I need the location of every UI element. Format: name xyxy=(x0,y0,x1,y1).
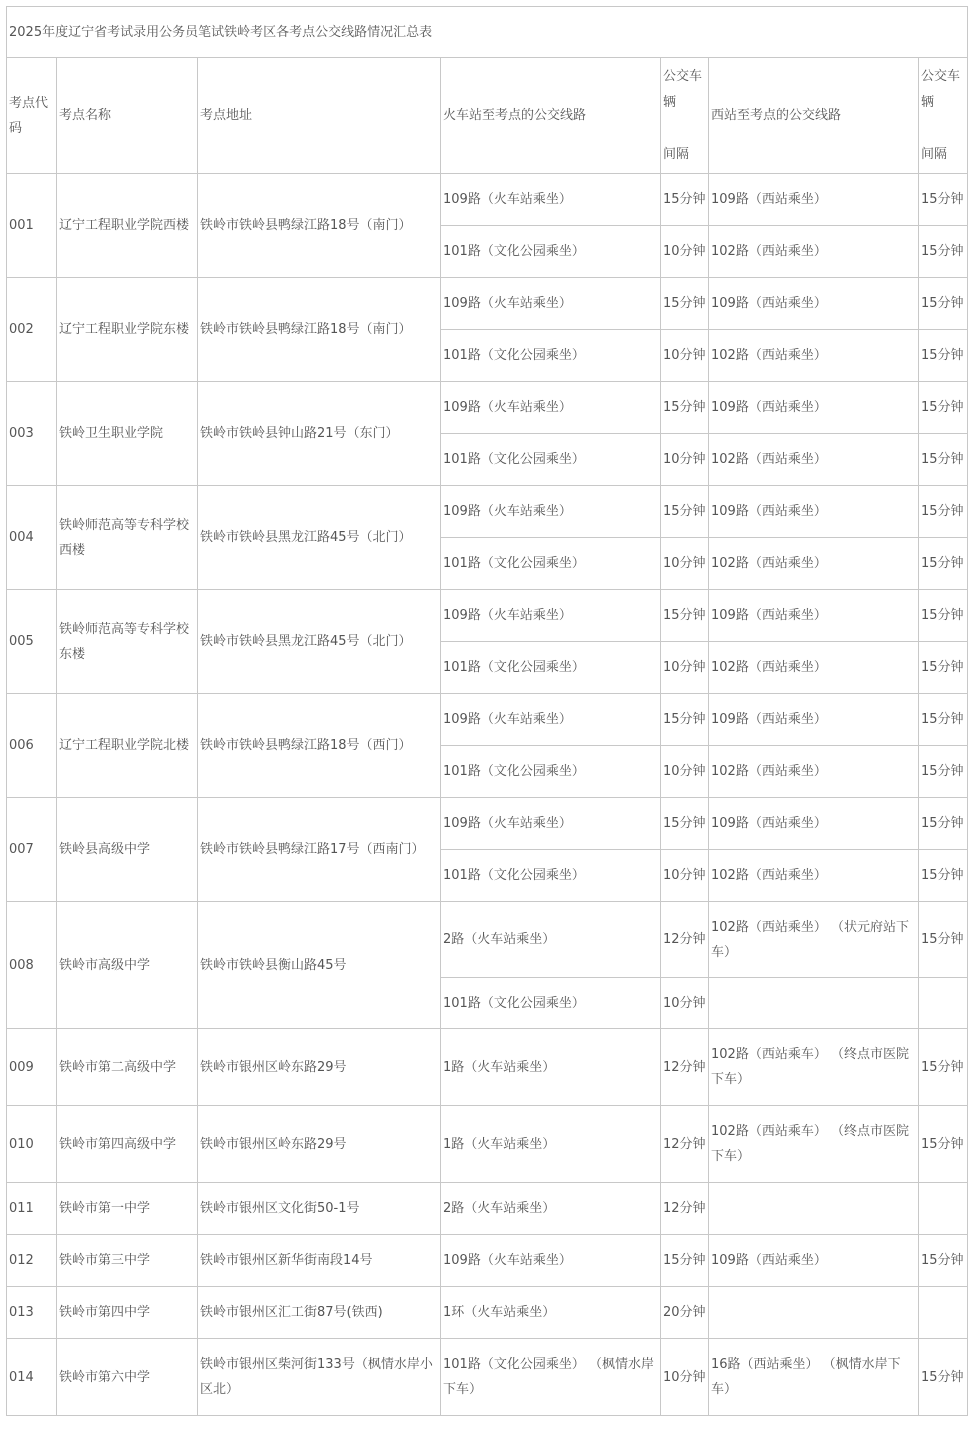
header-train-route: 火车站至考点的公交线路 xyxy=(441,58,661,174)
cell-train-route: 2路（火车站乘坐） xyxy=(441,902,661,978)
cell-name: 辽宁工程职业学院西楼 xyxy=(57,174,198,278)
cell-code: 003 xyxy=(7,382,57,486)
cell-train-interval: 10分钟 xyxy=(661,330,709,382)
header-interval-2-line1: 公交车 xyxy=(921,68,961,84)
cell-west-route: 16路（西站乘坐） （枫情水岸下车） xyxy=(709,1339,919,1416)
cell-train-interval: 10分钟 xyxy=(661,642,709,694)
bus-route-table xyxy=(6,6,968,1416)
cell-west-interval: 15分钟 xyxy=(919,330,968,382)
cell-train-interval: 15分钟 xyxy=(661,174,709,226)
cell-west-route: 102路（西站乘坐） xyxy=(709,642,919,694)
cell-train-route: 109路（火车站乘坐） xyxy=(441,278,661,330)
cell-west-interval: 15分钟 xyxy=(919,694,968,746)
cell-train-route: 1路（火车站乘坐） xyxy=(441,1106,661,1183)
cell-train-interval: 15分钟 xyxy=(661,590,709,642)
cell-train-route: 101路（文化公园乘坐） xyxy=(441,538,661,590)
cell-code: 009 xyxy=(7,1029,57,1106)
cell-west-route xyxy=(709,1287,919,1339)
header-interval-2 xyxy=(919,58,968,174)
cell-west-interval: 15分钟 xyxy=(919,1339,968,1416)
cell-train-route: 101路（文化公园乘坐） xyxy=(441,226,661,278)
cell-train-interval: 10分钟 xyxy=(661,978,709,1029)
cell-code: 007 xyxy=(7,798,57,902)
cell-train-interval: 10分钟 xyxy=(661,850,709,902)
cell-west-route: 109路（西站乘坐） xyxy=(709,1235,919,1287)
cell-west-interval xyxy=(919,1183,968,1235)
cell-train-route: 101路（文化公园乘坐） （枫情水岸下车） xyxy=(441,1339,661,1416)
cell-code: 012 xyxy=(7,1235,57,1287)
cell-west-route: 109路（西站乘坐） xyxy=(709,174,919,226)
cell-west-interval: 15分钟 xyxy=(919,382,968,434)
cell-code: 005 xyxy=(7,590,57,694)
cell-train-route: 109路（火车站乘坐） xyxy=(441,382,661,434)
cell-train-interval: 10分钟 xyxy=(661,226,709,278)
table-row xyxy=(7,590,968,642)
cell-west-route: 109路（西站乘坐） xyxy=(709,694,919,746)
cell-address: 铁岭市铁岭县鸭绿江路18号（西门） xyxy=(198,694,441,798)
cell-code: 010 xyxy=(7,1106,57,1183)
cell-address: 铁岭市铁岭县鸭绿江路18号（南门） xyxy=(198,174,441,278)
cell-name: 铁岭县高级中学 xyxy=(57,798,198,902)
cell-west-interval: 15分钟 xyxy=(919,174,968,226)
table-row xyxy=(7,902,968,978)
cell-west-interval: 15分钟 xyxy=(919,226,968,278)
cell-train-route: 1环（火车站乘坐） xyxy=(441,1287,661,1339)
cell-train-interval: 12分钟 xyxy=(661,1106,709,1183)
cell-west-route: 102路（西站乘坐） （状元府站下车） xyxy=(709,902,919,978)
cell-train-route: 109路（火车站乘坐） xyxy=(441,174,661,226)
cell-train-interval: 15分钟 xyxy=(661,382,709,434)
cell-west-interval: 15分钟 xyxy=(919,434,968,486)
cell-address: 铁岭市银州区柴河街133号（枫情水岸小区北） xyxy=(198,1339,441,1416)
cell-code: 008 xyxy=(7,902,57,1029)
cell-train-route: 109路（火车站乘坐） xyxy=(441,1235,661,1287)
cell-west-interval: 15分钟 xyxy=(919,902,968,978)
header-interval-2-line3: 间隔 xyxy=(921,146,948,162)
cell-train-interval: 15分钟 xyxy=(661,798,709,850)
table-row xyxy=(7,278,968,330)
cell-train-route: 1路（火车站乘坐） xyxy=(441,1029,661,1106)
cell-west-route: 102路（西站乘坐） xyxy=(709,538,919,590)
cell-train-interval: 10分钟 xyxy=(661,1339,709,1416)
table-row xyxy=(7,694,968,746)
cell-west-route: 109路（西站乘坐） xyxy=(709,382,919,434)
cell-train-interval: 12分钟 xyxy=(661,1029,709,1106)
cell-west-interval: 15分钟 xyxy=(919,1106,968,1183)
table-row xyxy=(7,486,968,538)
cell-address: 铁岭市银州区汇工街87号(铁西) xyxy=(198,1287,441,1339)
table-row xyxy=(7,1235,968,1287)
cell-name: 铁岭市第三中学 xyxy=(57,1235,198,1287)
cell-name: 铁岭市高级中学 xyxy=(57,902,198,1029)
cell-west-interval: 15分钟 xyxy=(919,538,968,590)
cell-west-route: 102路（西站乘坐） xyxy=(709,330,919,382)
cell-west-route xyxy=(709,1183,919,1235)
cell-code: 013 xyxy=(7,1287,57,1339)
cell-west-route: 102路（西站乘坐） xyxy=(709,434,919,486)
cell-train-interval: 10分钟 xyxy=(661,746,709,798)
cell-west-route: 109路（西站乘坐） xyxy=(709,278,919,330)
cell-code: 006 xyxy=(7,694,57,798)
cell-west-route xyxy=(709,978,919,1029)
cell-address: 铁岭市铁岭县黑龙江路45号（北门） xyxy=(198,590,441,694)
cell-address: 铁岭市铁岭县黑龙江路45号（北门） xyxy=(198,486,441,590)
cell-west-interval: 15分钟 xyxy=(919,746,968,798)
cell-train-interval: 12分钟 xyxy=(661,1183,709,1235)
cell-west-interval: 15分钟 xyxy=(919,1235,968,1287)
cell-west-route: 109路（西站乘坐） xyxy=(709,590,919,642)
header-interval-1-line2: 辆 xyxy=(663,94,677,110)
cell-address: 铁岭市铁岭县鸭绿江路18号（南门） xyxy=(198,278,441,382)
table-row xyxy=(7,1339,968,1416)
table-row xyxy=(7,382,968,434)
header-interval-1-line3: 间隔 xyxy=(663,146,690,162)
cell-name: 铁岭市第四中学 xyxy=(57,1287,198,1339)
cell-train-interval: 20分钟 xyxy=(661,1287,709,1339)
cell-train-route: 101路（文化公园乘坐） xyxy=(441,850,661,902)
cell-train-interval: 15分钟 xyxy=(661,486,709,538)
cell-code: 002 xyxy=(7,278,57,382)
cell-name: 铁岭市第六中学 xyxy=(57,1339,198,1416)
cell-west-route: 102路（西站乘车） （终点市医院下车） xyxy=(709,1106,919,1183)
cell-train-route: 101路（文化公园乘坐） xyxy=(441,978,661,1029)
cell-train-route: 109路（火车站乘坐） xyxy=(441,486,661,538)
cell-name: 铁岭师范高等专科学校东楼 xyxy=(57,590,198,694)
cell-address: 铁岭市银州区岭东路29号 xyxy=(198,1106,441,1183)
cell-west-route: 102路（西站乘坐） xyxy=(709,226,919,278)
cell-address: 铁岭市铁岭县鸭绿江路17号（西南门） xyxy=(198,798,441,902)
cell-west-interval: 15分钟 xyxy=(919,1029,968,1106)
cell-address: 铁岭市铁岭县衡山路45号 xyxy=(198,902,441,1029)
cell-train-route: 101路（文化公园乘坐） xyxy=(441,746,661,798)
header-interval-1 xyxy=(661,58,709,174)
cell-address: 铁岭市银州区文化街50-1号 xyxy=(198,1183,441,1235)
cell-west-interval: 15分钟 xyxy=(919,590,968,642)
cell-west-route: 102路（西站乘坐） xyxy=(709,746,919,798)
cell-train-route: 109路（火车站乘坐） xyxy=(441,694,661,746)
table-row xyxy=(7,798,968,850)
header-interval-1-line1: 公交车 xyxy=(663,68,703,84)
cell-name: 辽宁工程职业学院东楼 xyxy=(57,278,198,382)
table-title: 2025年度辽宁省考试录用公务员笔试铁岭考区各考点公交线路情况汇总表 xyxy=(7,7,968,58)
cell-train-interval: 15分钟 xyxy=(661,694,709,746)
cell-name: 铁岭市第二高级中学 xyxy=(57,1029,198,1106)
cell-address: 铁岭市银州区岭东路29号 xyxy=(198,1029,441,1106)
header-interval-2-line2: 辆 xyxy=(921,94,935,110)
cell-train-route: 101路（文化公园乘坐） xyxy=(441,642,661,694)
cell-train-route: 101路（文化公园乘坐） xyxy=(441,330,661,382)
cell-west-interval: 15分钟 xyxy=(919,642,968,694)
cell-west-interval: 15分钟 xyxy=(919,850,968,902)
table-row xyxy=(7,1183,968,1235)
header-name: 考点名称 xyxy=(57,58,198,174)
cell-name: 铁岭市第一中学 xyxy=(57,1183,198,1235)
cell-west-interval: 15分钟 xyxy=(919,486,968,538)
cell-address: 铁岭市银州区新华街南段14号 xyxy=(198,1235,441,1287)
document-page xyxy=(6,6,967,1416)
cell-train-interval: 15分钟 xyxy=(661,1235,709,1287)
cell-address: 铁岭市铁岭县钟山路21号（东门） xyxy=(198,382,441,486)
cell-train-interval: 10分钟 xyxy=(661,538,709,590)
cell-west-interval xyxy=(919,978,968,1029)
cell-name: 辽宁工程职业学院北楼 xyxy=(57,694,198,798)
cell-west-interval xyxy=(919,1287,968,1339)
cell-west-route: 109路（西站乘坐） xyxy=(709,486,919,538)
table-row xyxy=(7,1106,968,1183)
cell-train-route: 109路（火车站乘坐） xyxy=(441,590,661,642)
cell-code: 004 xyxy=(7,486,57,590)
cell-code: 014 xyxy=(7,1339,57,1416)
cell-train-interval: 10分钟 xyxy=(661,434,709,486)
cell-train-route: 2路（火车站乘坐） xyxy=(441,1183,661,1235)
cell-west-interval: 15分钟 xyxy=(919,798,968,850)
cell-train-interval: 15分钟 xyxy=(661,278,709,330)
header-address: 考点地址 xyxy=(198,58,441,174)
cell-west-route: 109路（西站乘坐） xyxy=(709,798,919,850)
header-west-route: 西站至考点的公交线路 xyxy=(709,58,919,174)
cell-name: 铁岭市第四高级中学 xyxy=(57,1106,198,1183)
cell-name: 铁岭卫生职业学院 xyxy=(57,382,198,486)
cell-west-interval: 15分钟 xyxy=(919,278,968,330)
table-row xyxy=(7,1287,968,1339)
cell-train-interval: 12分钟 xyxy=(661,902,709,978)
header-row xyxy=(7,58,968,174)
table-row xyxy=(7,1029,968,1106)
cell-code: 001 xyxy=(7,174,57,278)
cell-west-route: 102路（西站乘车） （终点市医院下车） xyxy=(709,1029,919,1106)
table-row xyxy=(7,174,968,226)
cell-train-route: 101路（文化公园乘坐） xyxy=(441,434,661,486)
cell-train-route: 109路（火车站乘坐） xyxy=(441,798,661,850)
cell-code: 011 xyxy=(7,1183,57,1235)
cell-name: 铁岭师范高等专科学校西楼 xyxy=(57,486,198,590)
header-code: 考点代码 xyxy=(7,58,57,174)
cell-west-route: 102路（西站乘坐） xyxy=(709,850,919,902)
